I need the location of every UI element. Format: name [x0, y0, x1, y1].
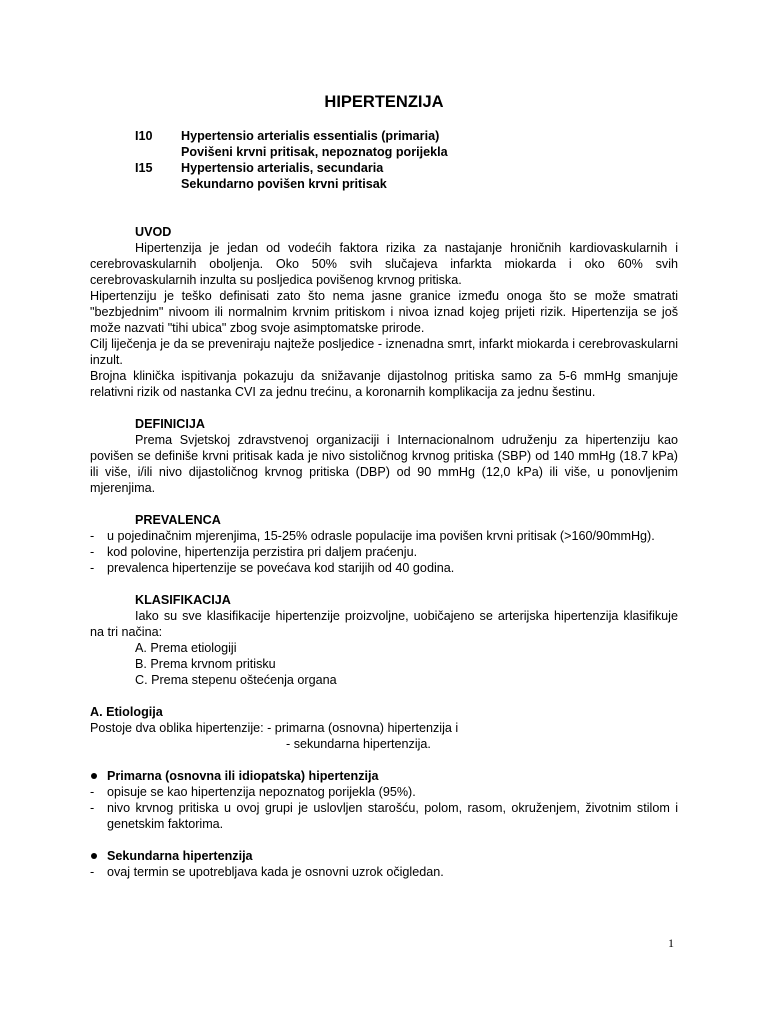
code-row: [135, 176, 535, 192]
section-heading-definicija: DEFINICIJA: [135, 417, 205, 431]
section-heading-uvod: UVOD: [135, 225, 172, 239]
bullet-heading-text: Sekundarna hipertenzija: [107, 849, 253, 863]
icd-code: I10: [135, 129, 153, 143]
paragraph: Brojna klinička ispitivanja pokazuju da snižavanje dijastolnog pritiska samo za 5-6 mmHg smanjuje relativni rizik od nastanka CVI za jednu trećinu, a koronarnih komplikacija za jednu šestinu.: [90, 369, 678, 399]
etiology-line: - sekundarna hipertenzija.: [286, 737, 431, 751]
list-item: - kod polovine, hipertenzija perzistira pri daljem praćenju.: [90, 544, 678, 560]
paragraph: Hipertenzija je jedan od vodećih faktora rizika za nastajanje hroničnih kardiovaskularnih i cerebrovaskularnih oboljenja. Oko 50% svih slučajeva infarkta miokarda i oko 60% svih cerebrovaskularnih inzulta su posljedica povišenog krvnog pritiska.: [90, 241, 678, 287]
secondary-list: [90, 864, 678, 880]
paragraph: Cilj liječenja je da se preveniraju najteže posljedice - iznenadna smrt, infarkt miokarda i cerebrovaskularni inzult.: [90, 337, 678, 367]
bullet-heading-primarna: [90, 768, 678, 784]
page-number: 1: [668, 936, 674, 950]
document-body: [90, 224, 678, 880]
icd-codes: [135, 128, 535, 192]
code-row: [135, 144, 535, 160]
list-item: - ovaj termin se upotrebljava kada je osnovni uzrok očigledan.: [90, 864, 678, 880]
list-item: C. Prema stepenu oštećenja organa: [135, 673, 337, 687]
etiology-line: Postoje dva oblika hipertenzije: - primarna (osnovna) hipertenzija i: [90, 721, 459, 735]
section-heading-klasifikacija: KLASIFIKACIJA: [135, 593, 231, 607]
paragraph: Iako su sve klasifikacije hipertenzije proizvoljne, uobičajeno se arterijska hipertenzija klasifikuje na tri načina:: [90, 609, 678, 639]
bullet-icon: [91, 773, 97, 779]
section-heading-prevalenca: PREVALENCA: [135, 513, 221, 527]
icd-description: Hypertensio arterialis essentialis (primaria): [181, 129, 440, 143]
code-row: [135, 160, 535, 176]
list-item: B. Prema krvnom pritisku: [135, 657, 276, 671]
list-item: - u pojedinačnim mjerenjima, 15-25% odrasle populacije ima povišen krvni pritisak (>160/90mmHg).: [90, 528, 678, 544]
paragraph: Hipertenziju je teško definisati zato što nema jasne granice između onoga što se može smatrati "bezbjednim" nivoom ili normalnim krvnim pritiskom i nivoa iznad kojeg prijeti rizik. Hipertenzija se još može nazvati "tihi ubica" zbog svoje asimptomatske prirode.: [90, 289, 678, 335]
list-item: - prevalenca hipertenzije se povećava kod starijih od 40 godina.: [90, 560, 678, 576]
prevalence-list: [90, 528, 678, 576]
section-heading-etiologija: A. Etiologija: [90, 705, 163, 719]
bullet-icon: [91, 853, 97, 859]
bullet-heading-sekundarna: [90, 848, 678, 864]
code-row: [135, 128, 535, 144]
list-item: - nivo krvnog pritiska u ovoj grupi je uslovljen starošću, polom, rasom, okruženjem, životnim stilom i genetskim faktorima.: [90, 800, 678, 832]
list-item: - opisuje se kao hipertenzija nepoznatog porijekla (95%).: [90, 784, 678, 800]
paragraph: Prema Svjetskoj zdravstvenoj organizaciji i Internacionalnom udruženju za hipertenziju kao povišen se definiše krvni pritisak kada je nivo sistoličnog krvnog pritiska (SBP) od 140 mmHg (18.7 kPa) ili više, i/ili nivo dijastoličnog krvnog pritiska (DBP) od 90 mmHg (12,0 kPa) ili više, u ponovljenim mjerenjima.: [90, 433, 678, 495]
page-title: HIPERTENZIJA: [324, 93, 444, 111]
icd-code: I15: [135, 161, 153, 175]
icd-description: Sekundarno povišen krvni pritisak: [181, 177, 387, 191]
icd-description: Povišeni krvni pritisak, nepoznatog porijekla: [181, 145, 448, 159]
bullet-heading-text: Primarna (osnovna ili idiopatska) hipertenzija: [107, 769, 379, 783]
list-item: A. Prema etiologiji: [135, 641, 237, 655]
primary-list: [90, 784, 678, 832]
icd-description: Hypertensio arterialis, secundaria: [181, 161, 384, 175]
